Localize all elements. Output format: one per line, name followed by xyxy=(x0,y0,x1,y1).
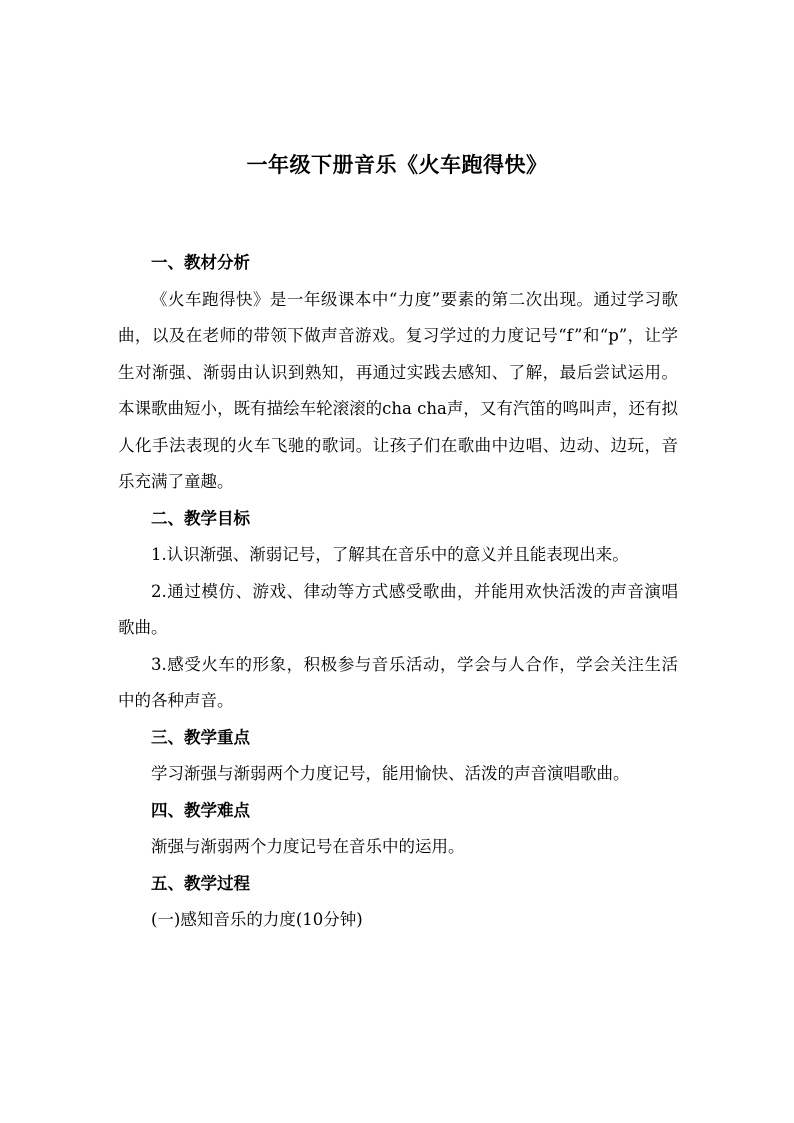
goal-item-3: 3.感受火车的形象，积极参与音乐活动，学会与人合作，学会关注生活中的各种声音。 xyxy=(118,654,678,710)
goal-item-1: 1.认识渐强、渐弱记号，了解其在音乐中的意义并且能表现出来。 xyxy=(151,545,629,564)
document-title: 一年级下册音乐《火车跑得快》 xyxy=(246,152,548,177)
analysis-paragraph: 《火车跑得快》是一年级课本中“力度”要素的第二次出现。通过学习歌曲，以及在老师的带领下做声音游戏。复习学过的力度记号“f”和“p”，让学生对渐强、渐弱由认识到熟知，再通过实践去感知、了解，最后尝试运用。本课歌曲短小，既有描绘车轮滚滚的cha cha声，又有汽笛的鸣叫声，还有拟人化手法表现的火车飞驰的歌词。让孩子们在歌曲中边唱、边动、边玩，音乐充满了童趣。 xyxy=(118,289,678,491)
goal-item-2: 2.通过模仿、游戏、律动等方式感受歌曲，并能用欢快活泼的声音演唱歌曲。 xyxy=(118,581,678,637)
section-heading-difficulties: 四、教学难点 xyxy=(151,800,250,820)
section-heading-key-points: 三、教学重点 xyxy=(151,727,250,747)
section-heading-goals: 二、教学目标 xyxy=(151,508,250,528)
section-heading-process: 五、教学过程 xyxy=(151,873,250,893)
difficulties-paragraph: 渐强与渐弱两个力度记号在音乐中的运用。 xyxy=(151,837,465,856)
section-heading-analysis: 一、教材分析 xyxy=(151,253,250,272)
key-points-paragraph: 学习渐强与渐弱两个力度记号，能用愉快、活泼的声音演唱歌曲。 xyxy=(151,764,630,783)
document-body xyxy=(118,245,678,939)
process-step-1: (一)感知音乐的力度(10分钟) xyxy=(151,910,363,929)
